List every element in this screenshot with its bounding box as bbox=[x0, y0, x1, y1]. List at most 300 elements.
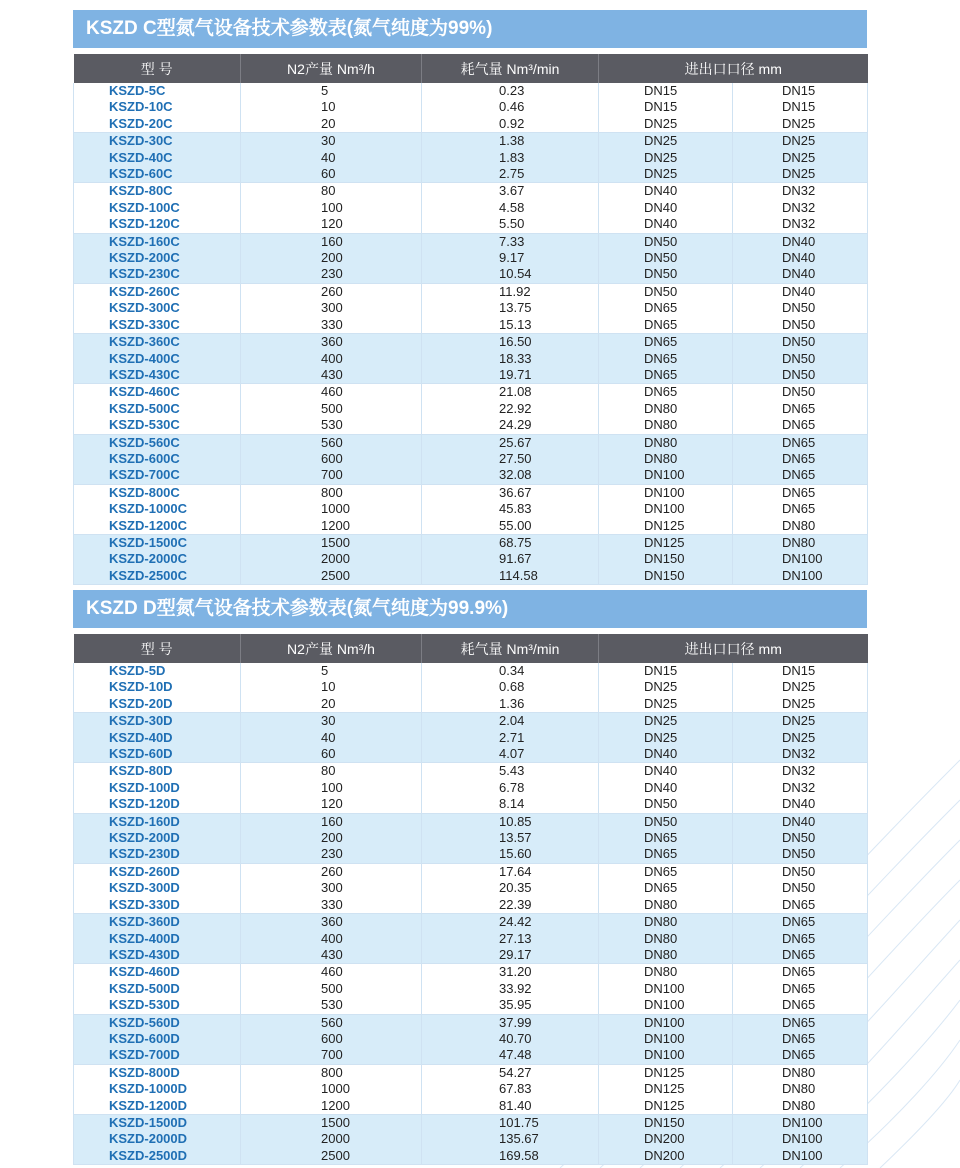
model-cell: KSZD-230C bbox=[74, 266, 241, 283]
model-cell: KSZD-80D bbox=[74, 763, 241, 780]
table-c-header-row bbox=[74, 54, 868, 83]
outlet-diameter-cell: DN80 bbox=[733, 534, 868, 551]
table-c bbox=[73, 54, 868, 585]
air-consumption-cell: 16.50 bbox=[422, 334, 599, 351]
air-consumption-cell: 24.42 bbox=[422, 914, 599, 931]
inlet-diameter-cell: DN15 bbox=[599, 99, 733, 115]
table-d bbox=[73, 634, 868, 1165]
air-consumption-cell: 2.04 bbox=[422, 713, 599, 730]
air-consumption-cell: 2.71 bbox=[422, 730, 599, 746]
n2-output-cell: 10 bbox=[241, 99, 422, 115]
model-cell: KSZD-5C bbox=[74, 83, 241, 99]
n2-output-cell: 330 bbox=[241, 897, 422, 914]
model-cell: KSZD-300C bbox=[74, 300, 241, 316]
model-cell: KSZD-1200D bbox=[74, 1098, 241, 1115]
table-row bbox=[74, 1148, 868, 1165]
model-cell: KSZD-100C bbox=[74, 200, 241, 216]
inlet-diameter-cell: DN50 bbox=[599, 796, 733, 813]
n2-output-cell: 2500 bbox=[241, 1148, 422, 1165]
outlet-diameter-cell: DN65 bbox=[733, 467, 868, 484]
inlet-diameter-cell: DN65 bbox=[599, 830, 733, 846]
air-consumption-cell: 15.13 bbox=[422, 317, 599, 334]
outlet-diameter-cell: DN65 bbox=[733, 417, 868, 434]
n2-output-cell: 1500 bbox=[241, 534, 422, 551]
table-row bbox=[74, 518, 868, 535]
table-row bbox=[74, 663, 868, 679]
model-cell: KSZD-10C bbox=[74, 99, 241, 115]
table-row bbox=[74, 384, 868, 401]
n2-output-cell: 160 bbox=[241, 813, 422, 830]
air-consumption-cell: 11.92 bbox=[422, 283, 599, 300]
n2-output-cell: 360 bbox=[241, 334, 422, 351]
outlet-diameter-cell: DN100 bbox=[733, 1131, 868, 1147]
table-row bbox=[74, 200, 868, 216]
n2-output-cell: 230 bbox=[241, 266, 422, 283]
air-consumption-cell: 37.99 bbox=[422, 1014, 599, 1031]
air-consumption-cell: 55.00 bbox=[422, 518, 599, 535]
outlet-diameter-cell: DN40 bbox=[733, 233, 868, 250]
inlet-diameter-cell: DN15 bbox=[599, 83, 733, 99]
model-cell: KSZD-700C bbox=[74, 467, 241, 484]
model-cell: KSZD-60D bbox=[74, 746, 241, 763]
header-model: 型 号 bbox=[74, 634, 241, 663]
outlet-diameter-cell: DN40 bbox=[733, 250, 868, 266]
n2-output-cell: 80 bbox=[241, 763, 422, 780]
air-consumption-cell: 0.46 bbox=[422, 99, 599, 115]
air-consumption-cell: 6.78 bbox=[422, 780, 599, 796]
model-cell: KSZD-260D bbox=[74, 863, 241, 880]
n2-output-cell: 700 bbox=[241, 467, 422, 484]
model-cell: KSZD-400C bbox=[74, 351, 241, 367]
inlet-diameter-cell: DN150 bbox=[599, 551, 733, 567]
air-consumption-cell: 4.58 bbox=[422, 200, 599, 216]
table-row bbox=[74, 1114, 868, 1131]
air-consumption-cell: 13.57 bbox=[422, 830, 599, 846]
n2-output-cell: 600 bbox=[241, 1031, 422, 1047]
inlet-diameter-cell: DN25 bbox=[599, 679, 733, 695]
section-c-type bbox=[73, 10, 867, 585]
table-row bbox=[74, 830, 868, 846]
model-cell: KSZD-560C bbox=[74, 434, 241, 451]
table-row bbox=[74, 451, 868, 467]
air-consumption-cell: 91.67 bbox=[422, 551, 599, 567]
air-consumption-cell: 101.75 bbox=[422, 1114, 599, 1131]
table-row bbox=[74, 351, 868, 367]
air-consumption-cell: 33.92 bbox=[422, 981, 599, 997]
inlet-diameter-cell: DN50 bbox=[599, 250, 733, 266]
inlet-diameter-cell: DN125 bbox=[599, 1098, 733, 1115]
inlet-diameter-cell: DN65 bbox=[599, 317, 733, 334]
inlet-diameter-cell: DN200 bbox=[599, 1148, 733, 1165]
outlet-diameter-cell: DN65 bbox=[733, 947, 868, 964]
inlet-diameter-cell: DN65 bbox=[599, 334, 733, 351]
table-row bbox=[74, 551, 868, 567]
model-cell: KSZD-430C bbox=[74, 367, 241, 384]
model-cell: KSZD-40C bbox=[74, 150, 241, 166]
table-row bbox=[74, 266, 868, 283]
table-row bbox=[74, 99, 868, 115]
outlet-diameter-cell: DN40 bbox=[733, 813, 868, 830]
air-consumption-cell: 1.83 bbox=[422, 150, 599, 166]
n2-output-cell: 20 bbox=[241, 116, 422, 133]
n2-output-cell: 2000 bbox=[241, 1131, 422, 1147]
outlet-diameter-cell: DN40 bbox=[733, 283, 868, 300]
outlet-diameter-cell: DN25 bbox=[733, 166, 868, 183]
table-row bbox=[74, 1098, 868, 1115]
n2-output-cell: 530 bbox=[241, 997, 422, 1014]
inlet-diameter-cell: DN25 bbox=[599, 116, 733, 133]
outlet-diameter-cell: DN65 bbox=[733, 1014, 868, 1031]
inlet-diameter-cell: DN100 bbox=[599, 501, 733, 517]
model-cell: KSZD-700D bbox=[74, 1047, 241, 1064]
inlet-diameter-cell: DN125 bbox=[599, 518, 733, 535]
outlet-diameter-cell: DN65 bbox=[733, 931, 868, 947]
outlet-diameter-cell: DN80 bbox=[733, 1098, 868, 1115]
n2-output-cell: 530 bbox=[241, 417, 422, 434]
table-row bbox=[74, 997, 868, 1014]
inlet-diameter-cell: DN150 bbox=[599, 568, 733, 585]
air-consumption-cell: 31.20 bbox=[422, 964, 599, 981]
table-row bbox=[74, 746, 868, 763]
table-row bbox=[74, 250, 868, 266]
air-consumption-cell: 35.95 bbox=[422, 997, 599, 1014]
n2-output-cell: 100 bbox=[241, 200, 422, 216]
model-cell: KSZD-60C bbox=[74, 166, 241, 183]
inlet-diameter-cell: DN100 bbox=[599, 1047, 733, 1064]
inlet-diameter-cell: DN25 bbox=[599, 730, 733, 746]
n2-output-cell: 5 bbox=[241, 663, 422, 679]
inlet-diameter-cell: DN65 bbox=[599, 846, 733, 863]
n2-output-cell: 30 bbox=[241, 713, 422, 730]
inlet-diameter-cell: DN40 bbox=[599, 183, 733, 200]
header-port-diameter: 进出口口径 mm bbox=[599, 634, 868, 663]
air-consumption-cell: 13.75 bbox=[422, 300, 599, 316]
model-cell: KSZD-360D bbox=[74, 914, 241, 931]
n2-output-cell: 400 bbox=[241, 931, 422, 947]
model-cell: KSZD-1500D bbox=[74, 1114, 241, 1131]
inlet-diameter-cell: DN100 bbox=[599, 981, 733, 997]
table-row bbox=[74, 367, 868, 384]
inlet-diameter-cell: DN100 bbox=[599, 1014, 733, 1031]
model-cell: KSZD-360C bbox=[74, 334, 241, 351]
inlet-diameter-cell: DN100 bbox=[599, 997, 733, 1014]
air-consumption-cell: 114.58 bbox=[422, 568, 599, 585]
air-consumption-cell: 40.70 bbox=[422, 1031, 599, 1047]
model-cell: KSZD-300D bbox=[74, 880, 241, 896]
outlet-diameter-cell: DN65 bbox=[733, 434, 868, 451]
outlet-diameter-cell: DN50 bbox=[733, 830, 868, 846]
table-row bbox=[74, 83, 868, 99]
air-consumption-cell: 20.35 bbox=[422, 880, 599, 896]
inlet-diameter-cell: DN40 bbox=[599, 780, 733, 796]
table-row bbox=[74, 216, 868, 233]
table-row bbox=[74, 981, 868, 997]
n2-output-cell: 1000 bbox=[241, 1081, 422, 1097]
table-row bbox=[74, 133, 868, 150]
inlet-diameter-cell: DN65 bbox=[599, 351, 733, 367]
inlet-diameter-cell: DN80 bbox=[599, 451, 733, 467]
n2-output-cell: 360 bbox=[241, 914, 422, 931]
table-row bbox=[74, 417, 868, 434]
table-row bbox=[74, 467, 868, 484]
model-cell: KSZD-30C bbox=[74, 133, 241, 150]
outlet-diameter-cell: DN65 bbox=[733, 501, 868, 517]
n2-output-cell: 1500 bbox=[241, 1114, 422, 1131]
table-row bbox=[74, 880, 868, 896]
n2-output-cell: 10 bbox=[241, 679, 422, 695]
n2-output-cell: 160 bbox=[241, 233, 422, 250]
table-c-body bbox=[74, 83, 868, 585]
n2-output-cell: 1200 bbox=[241, 518, 422, 535]
air-consumption-cell: 68.75 bbox=[422, 534, 599, 551]
air-consumption-cell: 18.33 bbox=[422, 351, 599, 367]
n2-output-cell: 1000 bbox=[241, 501, 422, 517]
model-cell: KSZD-460C bbox=[74, 384, 241, 401]
outlet-diameter-cell: DN25 bbox=[733, 696, 868, 713]
model-cell: KSZD-560D bbox=[74, 1014, 241, 1031]
table-row bbox=[74, 931, 868, 947]
air-consumption-cell: 9.17 bbox=[422, 250, 599, 266]
n2-output-cell: 430 bbox=[241, 367, 422, 384]
inlet-diameter-cell: DN65 bbox=[599, 863, 733, 880]
header-n2-output: N2产量 Nm³/h bbox=[241, 634, 422, 663]
air-consumption-cell: 1.36 bbox=[422, 696, 599, 713]
outlet-diameter-cell: DN40 bbox=[733, 266, 868, 283]
table-row bbox=[74, 730, 868, 746]
outlet-diameter-cell: DN25 bbox=[733, 150, 868, 166]
outlet-diameter-cell: DN50 bbox=[733, 367, 868, 384]
model-cell: KSZD-5D bbox=[74, 663, 241, 679]
table-row bbox=[74, 401, 868, 417]
model-cell: KSZD-260C bbox=[74, 283, 241, 300]
inlet-diameter-cell: DN25 bbox=[599, 133, 733, 150]
table-d-title: KSZD D型氮气设备技术参数表(氮气纯度为99.9%) bbox=[73, 590, 867, 628]
outlet-diameter-cell: DN32 bbox=[733, 746, 868, 763]
air-consumption-cell: 25.67 bbox=[422, 434, 599, 451]
inlet-diameter-cell: DN150 bbox=[599, 1114, 733, 1131]
air-consumption-cell: 0.92 bbox=[422, 116, 599, 133]
outlet-diameter-cell: DN25 bbox=[733, 730, 868, 746]
table-row bbox=[74, 534, 868, 551]
outlet-diameter-cell: DN65 bbox=[733, 451, 868, 467]
inlet-diameter-cell: DN65 bbox=[599, 384, 733, 401]
outlet-diameter-cell: DN25 bbox=[733, 133, 868, 150]
header-model: 型 号 bbox=[74, 54, 241, 83]
table-row bbox=[74, 334, 868, 351]
inlet-diameter-cell: DN65 bbox=[599, 880, 733, 896]
inlet-diameter-cell: DN100 bbox=[599, 1031, 733, 1047]
air-consumption-cell: 10.54 bbox=[422, 266, 599, 283]
model-cell: KSZD-160D bbox=[74, 813, 241, 830]
inlet-diameter-cell: DN125 bbox=[599, 1064, 733, 1081]
outlet-diameter-cell: DN15 bbox=[733, 99, 868, 115]
table-row bbox=[74, 947, 868, 964]
air-consumption-cell: 5.43 bbox=[422, 763, 599, 780]
outlet-diameter-cell: DN50 bbox=[733, 863, 868, 880]
outlet-diameter-cell: DN50 bbox=[733, 880, 868, 896]
n2-output-cell: 100 bbox=[241, 780, 422, 796]
inlet-diameter-cell: DN100 bbox=[599, 484, 733, 501]
outlet-diameter-cell: DN50 bbox=[733, 846, 868, 863]
table-row bbox=[74, 1131, 868, 1147]
air-consumption-cell: 3.67 bbox=[422, 183, 599, 200]
model-cell: KSZD-100D bbox=[74, 780, 241, 796]
air-consumption-cell: 54.27 bbox=[422, 1064, 599, 1081]
inlet-diameter-cell: DN80 bbox=[599, 401, 733, 417]
air-consumption-cell: 135.67 bbox=[422, 1131, 599, 1147]
inlet-diameter-cell: DN125 bbox=[599, 1081, 733, 1097]
outlet-diameter-cell: DN65 bbox=[733, 1047, 868, 1064]
outlet-diameter-cell: DN80 bbox=[733, 1081, 868, 1097]
table-row bbox=[74, 116, 868, 133]
model-cell: KSZD-120C bbox=[74, 216, 241, 233]
table-row bbox=[74, 679, 868, 695]
outlet-diameter-cell: DN50 bbox=[733, 300, 868, 316]
header-n2-output: N2产量 Nm³/h bbox=[241, 54, 422, 83]
model-cell: KSZD-800D bbox=[74, 1064, 241, 1081]
inlet-diameter-cell: DN40 bbox=[599, 200, 733, 216]
header-port-diameter: 进出口口径 mm bbox=[599, 54, 868, 83]
air-consumption-cell: 45.83 bbox=[422, 501, 599, 517]
air-consumption-cell: 32.08 bbox=[422, 467, 599, 484]
inlet-diameter-cell: DN25 bbox=[599, 696, 733, 713]
n2-output-cell: 260 bbox=[241, 863, 422, 880]
outlet-diameter-cell: DN25 bbox=[733, 713, 868, 730]
model-cell: KSZD-10D bbox=[74, 679, 241, 695]
inlet-diameter-cell: DN25 bbox=[599, 713, 733, 730]
n2-output-cell: 500 bbox=[241, 981, 422, 997]
table-row bbox=[74, 233, 868, 250]
table-row bbox=[74, 434, 868, 451]
model-cell: KSZD-530D bbox=[74, 997, 241, 1014]
table-row bbox=[74, 166, 868, 183]
model-cell: KSZD-40D bbox=[74, 730, 241, 746]
inlet-diameter-cell: DN80 bbox=[599, 964, 733, 981]
outlet-diameter-cell: DN65 bbox=[733, 914, 868, 931]
inlet-diameter-cell: DN40 bbox=[599, 763, 733, 780]
n2-output-cell: 120 bbox=[241, 216, 422, 233]
air-consumption-cell: 21.08 bbox=[422, 384, 599, 401]
inlet-diameter-cell: DN80 bbox=[599, 914, 733, 931]
air-consumption-cell: 27.50 bbox=[422, 451, 599, 467]
model-cell: KSZD-200D bbox=[74, 830, 241, 846]
header-air-consumption: 耗气量 Nm³/min bbox=[422, 634, 599, 663]
n2-output-cell: 500 bbox=[241, 401, 422, 417]
table-row bbox=[74, 317, 868, 334]
n2-output-cell: 300 bbox=[241, 300, 422, 316]
air-consumption-cell: 1.38 bbox=[422, 133, 599, 150]
inlet-diameter-cell: DN80 bbox=[599, 434, 733, 451]
air-consumption-cell: 4.07 bbox=[422, 746, 599, 763]
inlet-diameter-cell: DN50 bbox=[599, 813, 733, 830]
n2-output-cell: 700 bbox=[241, 1047, 422, 1064]
outlet-diameter-cell: DN100 bbox=[733, 1114, 868, 1131]
outlet-diameter-cell: DN65 bbox=[733, 897, 868, 914]
air-consumption-cell: 7.33 bbox=[422, 233, 599, 250]
table-row bbox=[74, 713, 868, 730]
table-d-body bbox=[74, 663, 868, 1165]
table-row bbox=[74, 300, 868, 316]
air-consumption-cell: 22.39 bbox=[422, 897, 599, 914]
model-cell: KSZD-1200C bbox=[74, 518, 241, 535]
model-cell: KSZD-230D bbox=[74, 846, 241, 863]
model-cell: KSZD-120D bbox=[74, 796, 241, 813]
n2-output-cell: 430 bbox=[241, 947, 422, 964]
n2-output-cell: 230 bbox=[241, 846, 422, 863]
table-row bbox=[74, 1064, 868, 1081]
air-consumption-cell: 0.34 bbox=[422, 663, 599, 679]
model-cell: KSZD-530C bbox=[74, 417, 241, 434]
model-cell: KSZD-1500C bbox=[74, 534, 241, 551]
inlet-diameter-cell: DN40 bbox=[599, 746, 733, 763]
n2-output-cell: 80 bbox=[241, 183, 422, 200]
table-row bbox=[74, 964, 868, 981]
n2-output-cell: 460 bbox=[241, 964, 422, 981]
air-consumption-cell: 36.67 bbox=[422, 484, 599, 501]
table-row bbox=[74, 863, 868, 880]
n2-output-cell: 1200 bbox=[241, 1098, 422, 1115]
outlet-diameter-cell: DN50 bbox=[733, 317, 868, 334]
table-row bbox=[74, 763, 868, 780]
inlet-diameter-cell: DN25 bbox=[599, 166, 733, 183]
inlet-diameter-cell: DN200 bbox=[599, 1131, 733, 1147]
outlet-diameter-cell: DN50 bbox=[733, 334, 868, 351]
n2-output-cell: 560 bbox=[241, 1014, 422, 1031]
outlet-diameter-cell: DN100 bbox=[733, 1148, 868, 1165]
n2-output-cell: 400 bbox=[241, 351, 422, 367]
inlet-diameter-cell: DN80 bbox=[599, 417, 733, 434]
air-consumption-cell: 81.40 bbox=[422, 1098, 599, 1115]
inlet-diameter-cell: DN40 bbox=[599, 216, 733, 233]
n2-output-cell: 30 bbox=[241, 133, 422, 150]
outlet-diameter-cell: DN50 bbox=[733, 351, 868, 367]
model-cell: KSZD-330D bbox=[74, 897, 241, 914]
n2-output-cell: 800 bbox=[241, 1064, 422, 1081]
model-cell: KSZD-400D bbox=[74, 931, 241, 947]
air-consumption-cell: 27.13 bbox=[422, 931, 599, 947]
outlet-diameter-cell: DN32 bbox=[733, 780, 868, 796]
n2-output-cell: 800 bbox=[241, 484, 422, 501]
model-cell: KSZD-600D bbox=[74, 1031, 241, 1047]
n2-output-cell: 5 bbox=[241, 83, 422, 99]
table-row bbox=[74, 283, 868, 300]
table-row bbox=[74, 1047, 868, 1064]
outlet-diameter-cell: DN32 bbox=[733, 216, 868, 233]
outlet-diameter-cell: DN40 bbox=[733, 796, 868, 813]
outlet-diameter-cell: DN100 bbox=[733, 568, 868, 585]
model-cell: KSZD-2000C bbox=[74, 551, 241, 567]
outlet-diameter-cell: DN65 bbox=[733, 981, 868, 997]
table-row bbox=[74, 813, 868, 830]
model-cell: KSZD-500C bbox=[74, 401, 241, 417]
model-cell: KSZD-800C bbox=[74, 484, 241, 501]
inlet-diameter-cell: DN15 bbox=[599, 663, 733, 679]
table-row bbox=[74, 568, 868, 585]
outlet-diameter-cell: DN32 bbox=[733, 200, 868, 216]
outlet-diameter-cell: DN65 bbox=[733, 401, 868, 417]
inlet-diameter-cell: DN65 bbox=[599, 300, 733, 316]
outlet-diameter-cell: DN32 bbox=[733, 763, 868, 780]
model-cell: KSZD-80C bbox=[74, 183, 241, 200]
model-cell: KSZD-2500D bbox=[74, 1148, 241, 1165]
outlet-diameter-cell: DN15 bbox=[733, 663, 868, 679]
n2-output-cell: 2000 bbox=[241, 551, 422, 567]
n2-output-cell: 60 bbox=[241, 166, 422, 183]
inlet-diameter-cell: DN80 bbox=[599, 897, 733, 914]
outlet-diameter-cell: DN32 bbox=[733, 183, 868, 200]
model-cell: KSZD-1000C bbox=[74, 501, 241, 517]
air-consumption-cell: 17.64 bbox=[422, 863, 599, 880]
